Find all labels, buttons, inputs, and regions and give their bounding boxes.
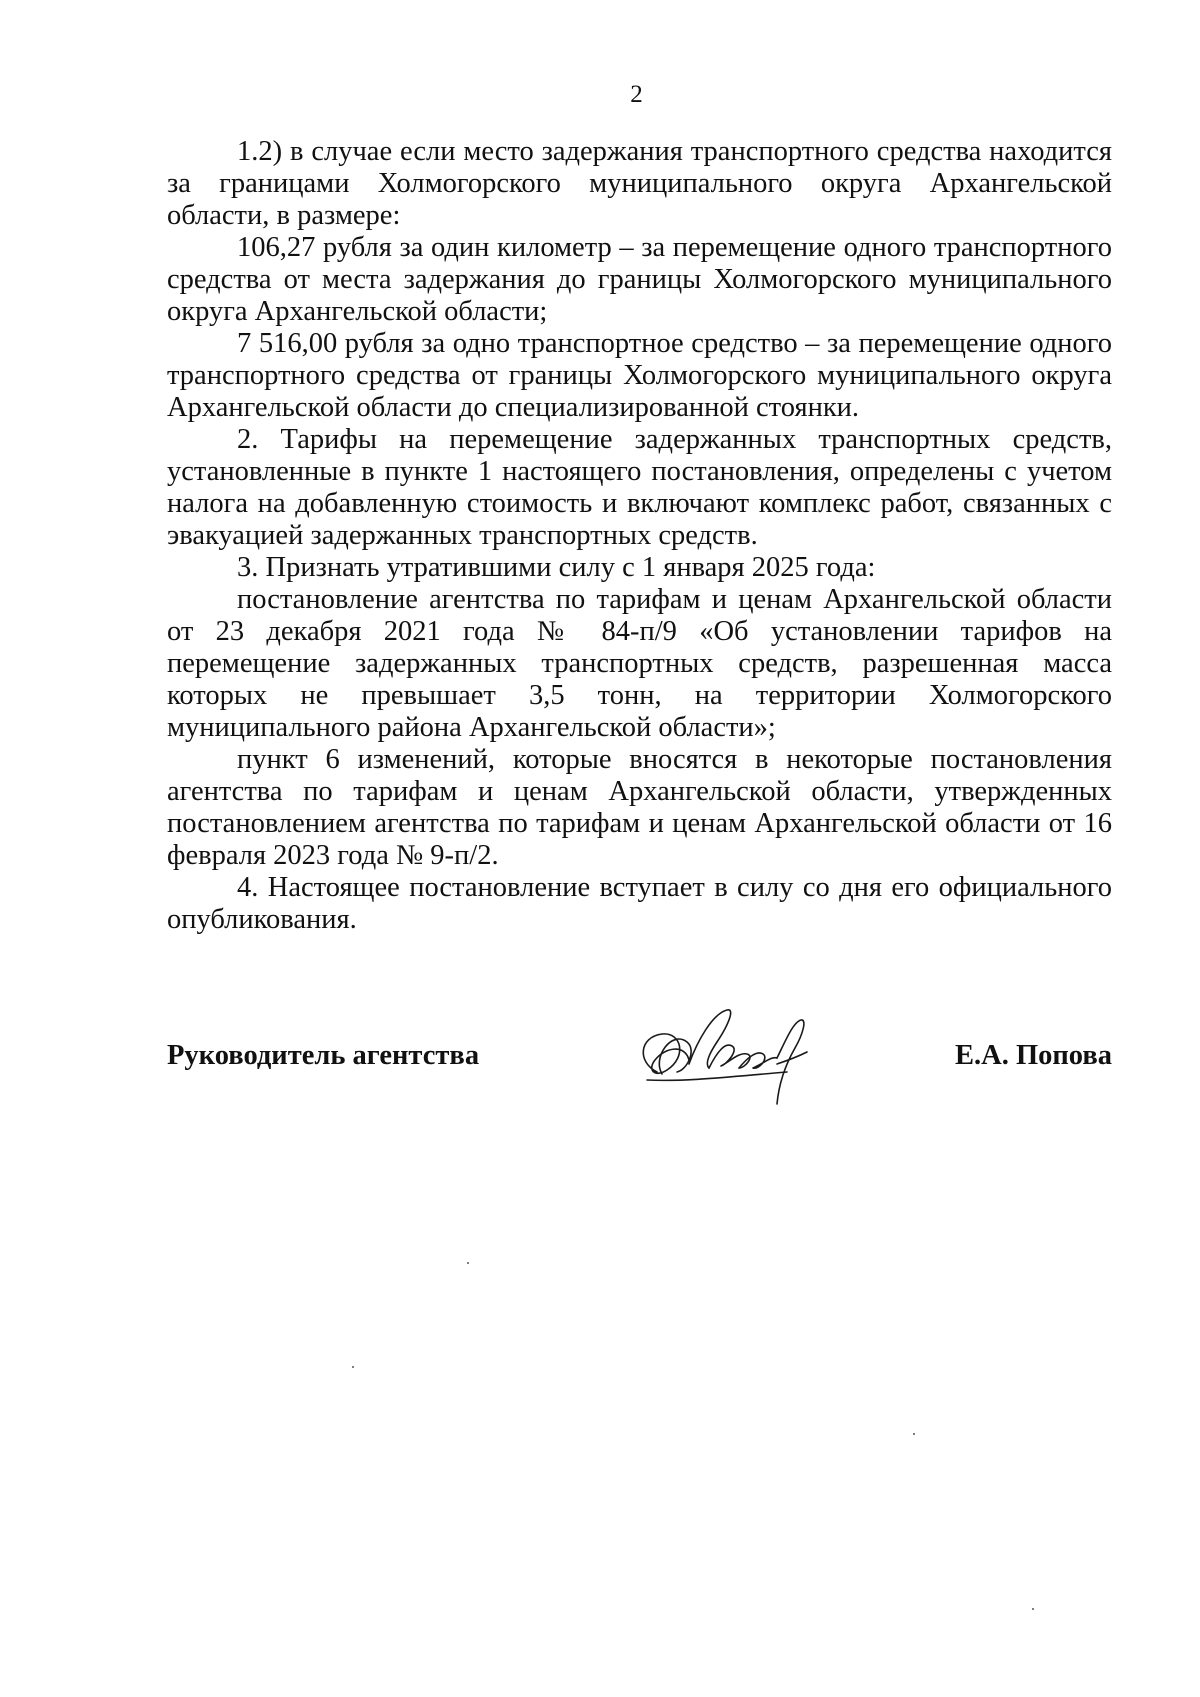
scan-speck	[352, 1366, 354, 1368]
paragraph-rate-per-vehicle: 7 516,00 рубля за одно транспортное средство – за перемещение одного транспортного средства от границы Холмогорского муниципального округа Архангельской области до специализированной стоянки.	[167, 328, 1112, 423]
paragraph-1-2: 1.2) в случае если место задержания транспортного средства находится за границами Холмогорского муниципального округа Архангельской области, в размере:	[167, 136, 1112, 231]
signatory-position: Руководитель агентства	[167, 1040, 480, 1071]
paragraph-3: 3. Признать утратившими силу с 1 января 2025 года:	[237, 552, 876, 583]
scan-speck	[913, 1433, 915, 1435]
page-number: 2	[630, 81, 643, 108]
paragraph-2: 2. Тарифы на перемещение задержанных транспортных средств, установленные в пункте 1 настоящего постановления, определены с учетом налога на добавленную стоимость и включают комплекс работ, связанных с эвакуацией задержанных транспортных средств.	[167, 424, 1112, 551]
paragraph-4: 4. Настоящее постановление вступает в силу со дня его официального опубликования.	[167, 872, 1112, 935]
signatory-name: Е.А. Попова	[955, 1040, 1112, 1071]
paragraph-rate-per-km: 106,27 рубля за один километр – за перемещение одного транспортного средства от места задержания до границы Холмогорского муниципального округа Архангельской области;	[167, 232, 1112, 327]
scan-speck	[1032, 1608, 1034, 1610]
handwritten-signature	[617, 1002, 837, 1112]
paragraph-repealed-resolution: постановление агентства по тарифам и ценам Архангельской области от 23 декабря 2021 года № 84-п/9 «Об установлении тарифов на перемещение задержанных транспортных средств, разрешенная масса которых не превышает 3,5 тонн, на территории Холмогорского муниципального района Архангельской области»;	[167, 584, 1112, 743]
paragraph-repealed-item: пункт 6 изменений, которые вносятся в некоторые постановления агентства по тарифам и ценам Архангельской области, утвержденных постановлением агентства по тарифам и ценам Архангельской области от 16 февраля 2023 года № 9-п/2.	[167, 744, 1112, 871]
document-body	[167, 136, 1112, 936]
signature-block	[167, 1002, 1112, 1122]
scan-speck	[467, 1262, 469, 1264]
